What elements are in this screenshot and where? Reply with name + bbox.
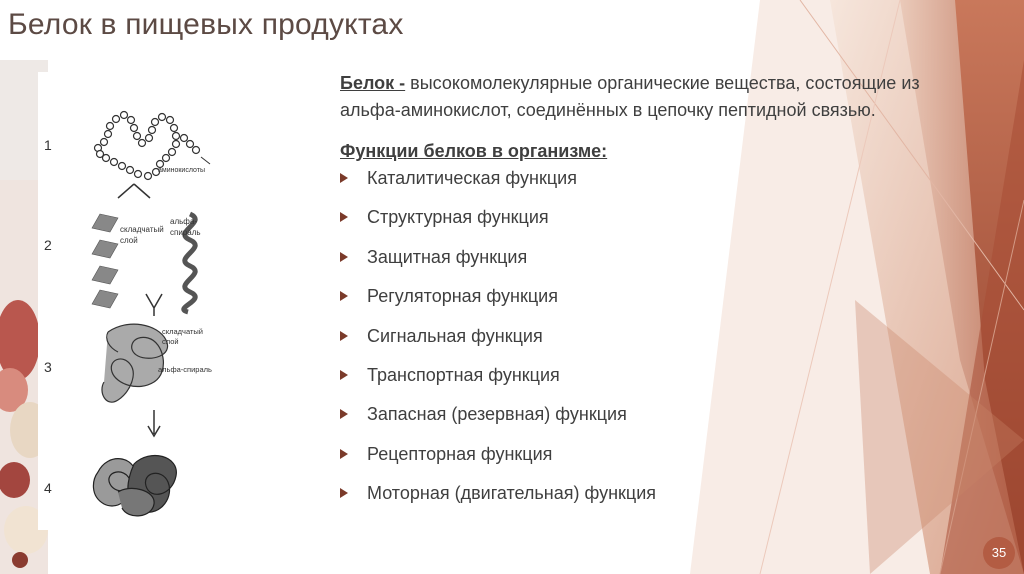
- level-number-4: 4: [44, 480, 52, 496]
- function-label: Регуляторная функция: [367, 286, 558, 307]
- protein-definition: [340, 70, 930, 124]
- page-number-badge: 35: [983, 537, 1015, 569]
- level-number-2: 2: [44, 237, 52, 253]
- triangle-bullet-icon: [340, 488, 348, 498]
- triangle-bullet-icon: [340, 370, 348, 380]
- triangle-bullet-icon: [340, 291, 348, 301]
- function-label: Сигнальная функция: [367, 325, 543, 346]
- label-sheet-line2: слой: [120, 236, 138, 245]
- function-label: Структурная функция: [367, 207, 549, 228]
- list-item: [340, 361, 930, 400]
- label-amino-acids: аминокислоты: [158, 167, 205, 174]
- triangle-bullet-icon: [340, 212, 348, 222]
- level-number-3: 3: [44, 359, 52, 375]
- triangle-bullet-icon: [340, 449, 348, 459]
- label-helix3: альфа-спираль: [158, 365, 212, 374]
- definition-text: высокомолекулярные органические вещества, состоящие из альфа-аминокислот, соединённых в цепочку пептидной связью.: [340, 73, 920, 120]
- label-sheet-line1: складчатый: [120, 225, 164, 234]
- protein-structure-diagram: [38, 72, 212, 530]
- list-item: [340, 440, 930, 479]
- list-item: [340, 322, 930, 361]
- content-area: [340, 70, 930, 519]
- slide-title: Белок в пищевых продуктах: [8, 8, 404, 41]
- label-helix-line2: спираль: [170, 228, 201, 237]
- functions-list: [340, 164, 930, 519]
- function-label: Рецепторная функция: [367, 443, 553, 464]
- quaternary-structure: [93, 455, 176, 515]
- triangle-bullet-icon: [340, 252, 348, 262]
- function-label: Моторная (двигательная) функция: [367, 483, 657, 504]
- triangle-bullet-icon: [340, 409, 348, 419]
- list-item: [340, 282, 930, 321]
- function-label: Транспортная функция: [367, 364, 560, 385]
- triangle-bullet-icon: [340, 173, 348, 183]
- level-number-1: 1: [44, 137, 52, 153]
- list-item: [340, 400, 930, 439]
- list-item: [340, 203, 930, 242]
- label-sheet3-line1: складчатый: [162, 327, 203, 336]
- label-sheet3-line2: слой: [162, 337, 179, 346]
- pleated-sheet: [92, 214, 118, 308]
- function-label: Каталитическая функция: [367, 168, 577, 188]
- function-label: Защитная функция: [367, 246, 528, 267]
- list-item: [340, 479, 930, 518]
- label-helix-line1: альфа-: [170, 217, 197, 226]
- function-label: Запасная (резервная) функция: [367, 404, 627, 425]
- list-item: [340, 164, 930, 203]
- definition-term: Белок -: [340, 73, 406, 93]
- triangle-bullet-icon: [340, 331, 348, 341]
- tertiary-structure: [102, 324, 168, 402]
- list-item: [340, 243, 930, 282]
- functions-heading: Функции белков в организме:: [340, 141, 608, 161]
